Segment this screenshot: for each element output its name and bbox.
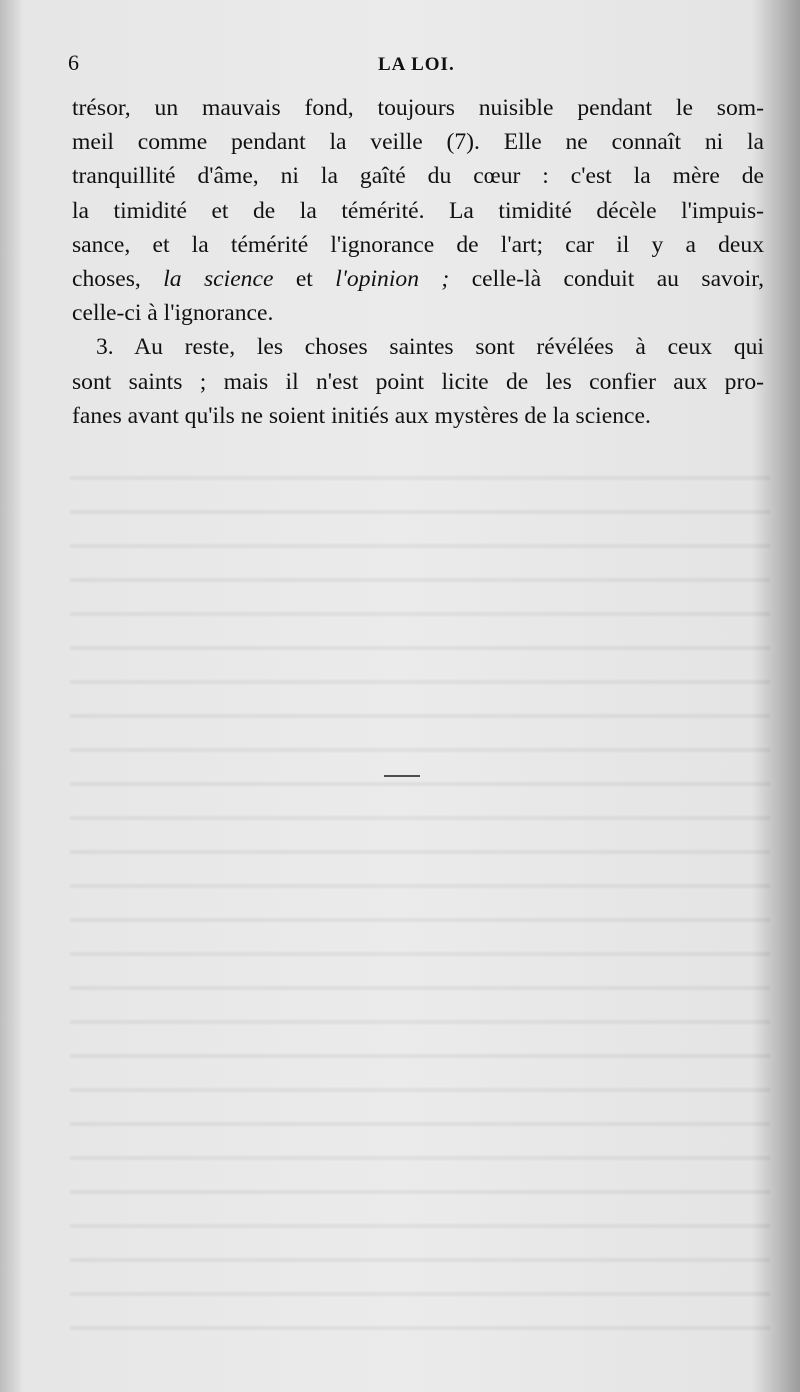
italic-term-opinion: l'opinion ; [335,266,450,293]
text-line-with-italics [72,262,764,296]
text-fragment: choses, [72,266,164,293]
text-fragment: et [273,266,336,293]
paragraph-1 [72,91,764,330]
text-fragment: celle-là conduit au savoir, [449,266,765,293]
show-through-texture [70,450,770,1350]
text-line: meil comme pendant la veille (7). Elle ne connaît ni la [72,129,764,156]
body-text [72,91,764,433]
text-line: 3. Au reste, les choses saintes sont révélées à ceux qui [96,334,764,361]
text-line: celle-ci à l'ignorance. [72,300,274,327]
text-line: trésor, un mauvais fond, toujours nuisible pendant le som- [72,95,764,121]
text-line: tranquillité d'âme, ni la gaîté du cœur : c'est la mère de [72,163,764,190]
text-line: sance, et la témérité l'ignorance de l'art; car il y a deux [72,231,764,258]
text-line: fanes avant qu'ils ne soient initiés aux mystères de la science. [72,402,651,429]
page-header [66,50,766,84]
page-number: 6 [68,50,79,75]
italic-term-science: la science [163,266,274,293]
running-title: LA LOI. [378,54,455,75]
paragraph-2 [72,330,764,433]
text-line: sont saints ; mais il n'est point licite de les confier aux pro- [72,368,764,395]
section-end-rule [384,775,420,777]
text-line: la timidité et de la témérité. La timidité décèle l'impuis- [72,197,764,224]
